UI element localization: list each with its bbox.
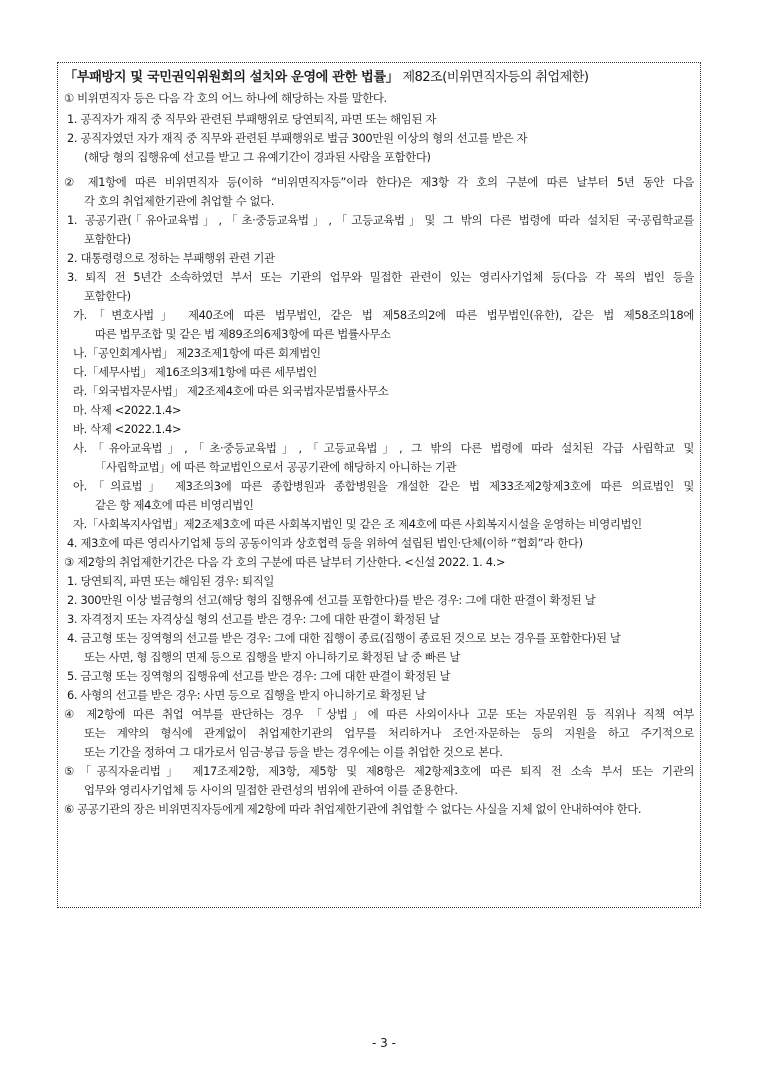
p2-sub-na: 나.「공인회계사법」 제23조제1항에 따른 회계법인 [73,346,321,360]
paragraph-6-line-1: ⑥ 공공기관의 장은 비위면직자등에게 제2항에 따라 취업제한기관에 취업할 수 없다는 사실을 지체 없이 안내하여야 한다. [64,802,642,816]
page-number: - 3 - [372,1036,396,1050]
p2-sub-ja: 자.「사회복지사업법」제2조제3호에 따른 사회복지법인 및 같은 조 제4호에 따른 사회복지시설을 운영하는 비영리법인 [73,517,642,531]
p3-item-5: 5. 금고형 또는 징역형의 집행유예 선고를 받은 경우: 그에 대한 판결이 확정된 날 [67,669,451,683]
p2-item-3-cont: 포함한다) [84,289,131,303]
p3-item-4-cont: 또는 사면, 형 집행의 면제 등으로 집행을 받지 아니하기로 확정된 날 중 빠른 날 [84,650,461,664]
paragraph-1-head: ① 비위면직자 등은 다음 각 호의 어느 하나에 해당하는 자를 말한다. [64,91,387,105]
p2-sub-ga: 가.「변호사법」 제40조에 따른 법무법인, 같은 법 제58조의2에 따른 법무법인(유한), 같은 법 제58조의18에 [73,308,694,322]
p3-item-6: 6. 사형의 선고를 받은 경우: 사면 등으로 집행을 받지 아니하기로 확정된 날 [67,688,426,702]
p2-item-2: 2. 대통령령으로 정하는 부패행위 관련 기관 [67,251,275,265]
paragraph-5-line-2: 업무와 영리사기업체 등 사이의 밀접한 관련성의 범위에 관하여 이를 준용한다. [84,783,458,797]
p3-item-3: 3. 자격정지 또는 자격상실 형의 선고를 받은 경우: 그에 대한 판결이 확정된 날 [67,612,440,626]
paragraph-4-line-1: ④ 제2항에 따른 취업 여부를 판단하는 경우 「상법」에 따른 사외이사나 고문 또는 자문위원 등 직위나 직책 여부 [64,707,694,721]
p2-sub-ba: 바. 삭제 <2022.1.4> [73,422,182,436]
paragraph-4-line-3: 또는 기간을 정하여 그 대가로서 임금·봉급 등을 받는 경우에는 이를 취업한 것으로 본다. [84,745,503,759]
p2-sub-a-cont: 같은 항 제4호에 따른 비영리법인 [95,498,254,512]
p2-sub-sa-cont: 「사립학교법」에 따른 학교법인으로서 공공기관에 해당하지 아니하는 기관 [95,460,457,474]
p1-item-2-cont: (해당 형의 집행유예 선고를 받고 그 유예기간이 경과된 사람을 포함한다) [84,150,431,164]
paragraph-2-head: ② 제1항에 따른 비위면직자 등(이하 “비위면직자등”이라 한다)은 제3항 각 호의 구분에 따른 날부터 5년 동안 다음 [64,175,694,189]
paragraph-5-line-1: ⑤「공직자윤리법」 제17조제2항, 제3항, 제5항 및 제8항은 제2항제3호에 따른 퇴직 전 소속 부서 또는 기관의 [64,764,694,778]
p2-item-3: 3. 퇴직 전 5년간 소속하였던 부서 또는 기관의 업무와 밀접한 관련이 있는 영리사기업체 등(다음 각 목의 법인 등을 [67,270,694,284]
law-title [64,69,694,87]
p1-item-1: 1. 공직자가 재직 중 직무와 관련된 부패행위로 당연퇴직, 파면 또는 해임된 자 [67,112,437,126]
paragraph-2-head-cont: 각 호의 취업제한기관에 취업할 수 없다. [84,194,275,208]
p2-sub-da: 다.「세무사법」 제16조의3제1항에 따른 세무법인 [73,365,317,379]
p2-item-1: 1. 공공기관(「유아교육법」,「초·중등교육법」,「고등교육법」및 그 밖의 다른 법령에 따라 설치된 국·공립학교를 [67,213,694,227]
law-name: 「부패방지 및 국민권익위원회의 설치와 운영에 관한 법률」 [64,70,399,85]
p2-sub-sa: 사.「유아교육법」,「초·중등교육법」,「고등교육법」, 그 밖의 다른 법령에 따라 설치된 각급 사립학교 및 [73,441,694,455]
p2-sub-ga-cont: 따른 법무조합 및 같은 법 제89조의6제3항에 따른 법률사무소 [95,327,391,341]
p2-item-1-cont: 포함한다) [84,232,131,246]
p3-item-2: 2. 300만원 이상 벌금형의 선고(해당 형의 집행유예 선고를 포함한다)를 받은 경우: 그에 대한 판결이 확정된 날 [67,593,596,607]
p1-item-2: 2. 공직자였던 자가 재직 중 직무와 관련된 부패행위로 벌금 300만원 이상의 형의 선고를 받은 자 [67,131,528,145]
p2-sub-ra: 라.「외국법자문사법」 제2조제4호에 따른 외국법자문법률사무소 [73,384,389,398]
p3-item-4: 4. 금고형 또는 징역형의 선고를 받은 경우: 그에 대한 집행이 종료(집행이 종료된 것으로 보는 경우를 포함한다)된 날 [67,631,621,645]
article-title: 제82조(비위면직자등의 취업제한) [402,70,589,85]
law-text-box [57,62,701,908]
paragraph-4-line-2: 또는 계약의 형식에 관계없이 취업제한기관의 업무를 처리하거나 조언·자문하는 등의 지원을 하고 주기적으로 [84,726,694,740]
p2-item-4: 4. 제3호에 따른 영리사기업체 등의 공동이익과 상호협력 등을 위하여 설립된 법인·단체(이하 “협회”라 한다) [67,536,583,550]
p3-item-1: 1. 당연퇴직, 파면 또는 해임된 경우: 퇴직일 [67,574,275,588]
p2-sub-ma: 마. 삭제 <2022.1.4> [73,403,182,417]
p2-sub-a: 아.「의료법」 제3조의3에 따른 종합병원과 종합병원을 개설한 같은 법 제33조제2항제3호에 따른 의료법인 및 [73,479,694,493]
paragraph-3-head: ③ 제2항의 취업제한기간은 다음 각 호의 구분에 따른 날부터 기산한다. <신설 2022. 1. 4.> [64,555,506,569]
